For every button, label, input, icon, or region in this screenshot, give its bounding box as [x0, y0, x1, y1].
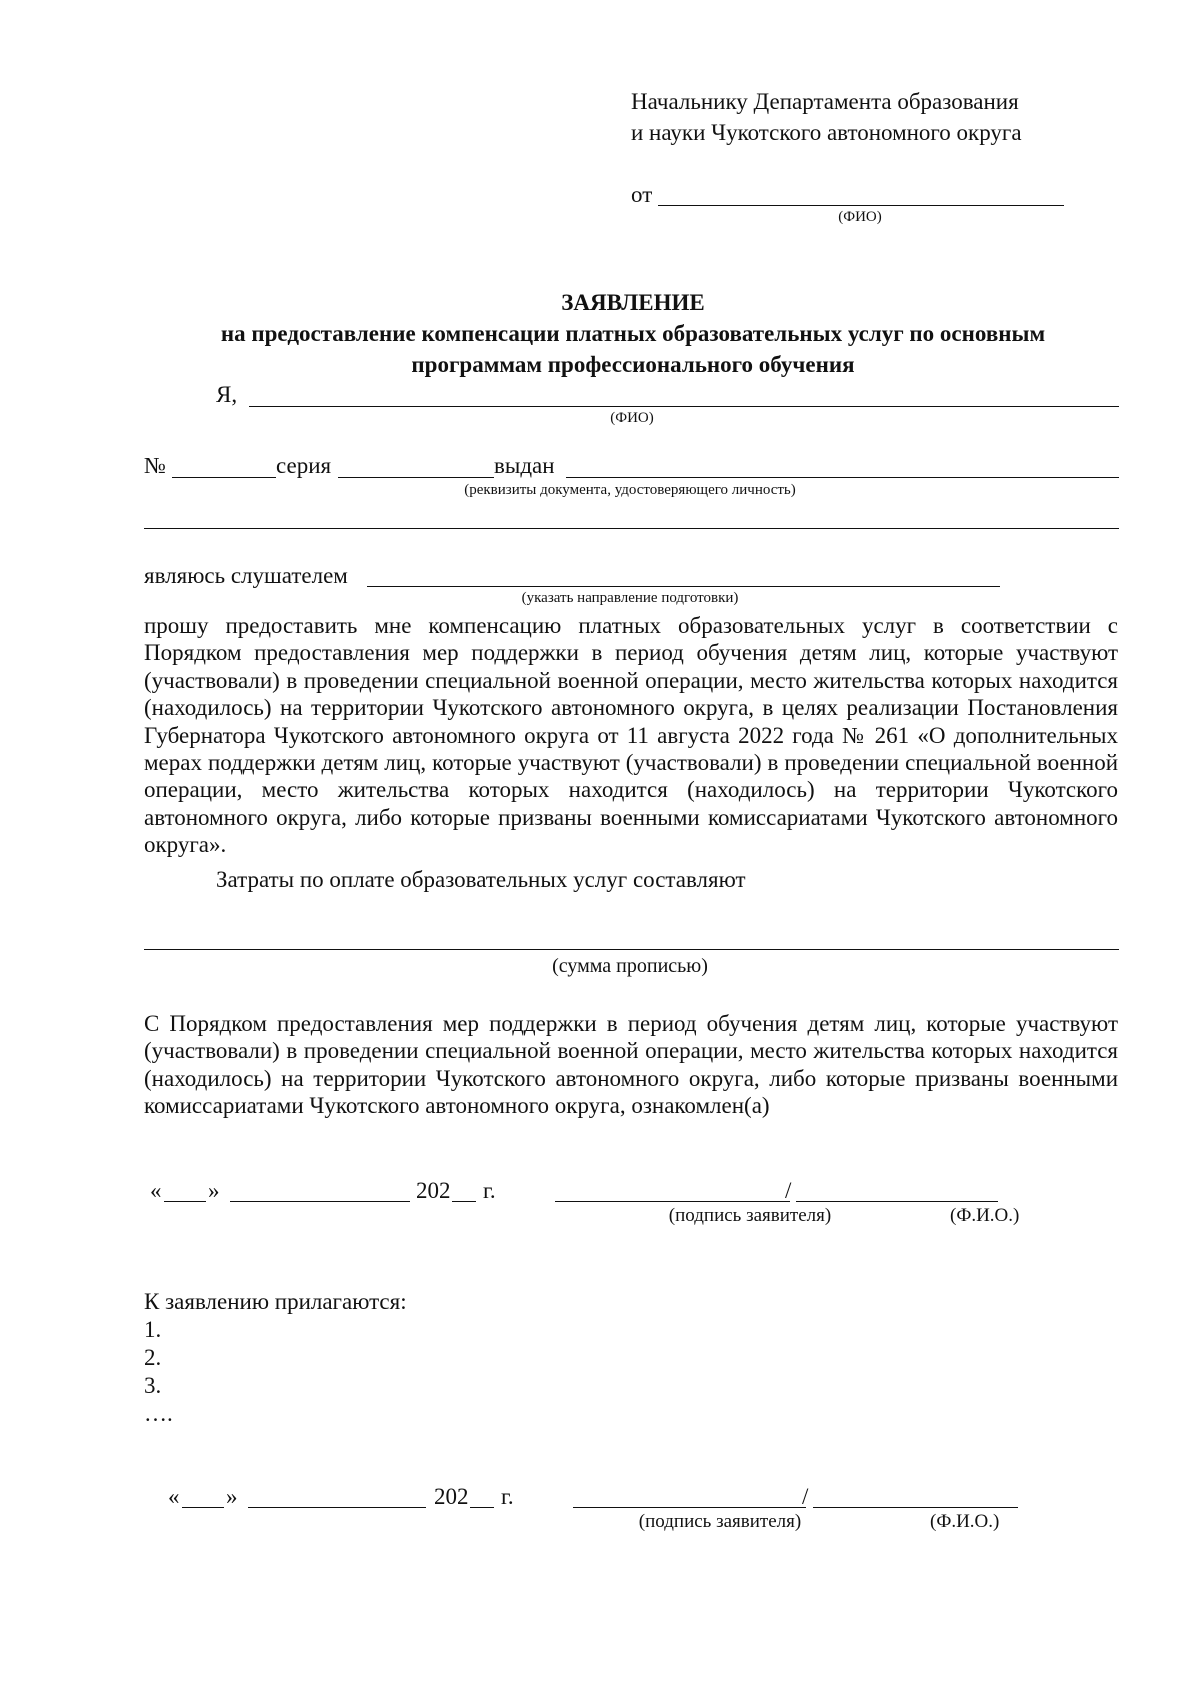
year-prefix: 202 [416, 1178, 451, 1203]
direction-hint: (указать направление подготовки) [521, 590, 739, 606]
from-fio-line[interactable] [658, 205, 1064, 206]
quote-close: » [208, 1178, 220, 1203]
attachments-label: К заявлению прилагаются: [144, 1289, 407, 1314]
slash: / [802, 1484, 809, 1509]
quote-open: « [168, 1484, 180, 1509]
document-title: ЗАЯВЛЕНИЕ [561, 290, 705, 315]
day-line[interactable] [182, 1507, 224, 1508]
signature-fio-line[interactable] [796, 1201, 998, 1202]
document-number-line[interactable] [172, 477, 276, 478]
student-label: являюсь слушателем [144, 563, 348, 588]
applicant-fio-line[interactable] [249, 406, 1119, 407]
direction-line[interactable] [367, 586, 1000, 587]
number-label: № [144, 453, 166, 478]
month-line[interactable] [248, 1507, 426, 1508]
document-issued-line[interactable] [566, 477, 1119, 478]
document-series-line[interactable] [338, 477, 494, 478]
document-subtitle-line-1: на предоставление компенсации платных образовательных услуг по основным [220, 321, 1046, 346]
issued-label: выдан [494, 453, 555, 478]
signature-line[interactable] [555, 1201, 790, 1202]
sum-hint: (сумма прописью) [552, 955, 708, 977]
sum-line[interactable] [144, 949, 1119, 950]
quote-open: « [150, 1178, 162, 1203]
year-suffix: г. [483, 1178, 496, 1203]
signature-fio-hint: (Ф.И.О.) [950, 1205, 1020, 1226]
i-label: Я, [216, 382, 238, 407]
slash: / [785, 1178, 792, 1203]
applicant-fio-hint: (ФИО) [610, 410, 654, 426]
request-paragraph: прошу предоставить мне компенсацию платных образовательных услуг в соответствии с Порядком предоставления мер поддержки в период обучения детям лиц, которые участвуют (участвовали) в проведении специальной военной операции, место жительства которых находится (находилось) на территории Чукотского автономного округа, в целях реализации Постановления Губернатора Чукотского автономного округа от 11 августа 2022 года № 261 «О дополнительных мерах поддержки детям лиц, которые участвуют (участвовали) в проведении специальной военной операции, место жительства которых находится (находилось) на территории Чукотского автономного округа, либо которые призваны военными комиссариатами Чукотского автономного округа». [144, 613, 1118, 858]
day-line[interactable] [164, 1201, 206, 1202]
year-line[interactable] [470, 1507, 494, 1508]
from-label: от [631, 182, 653, 207]
signature-fio-line[interactable] [813, 1507, 1018, 1508]
series-label: серия [276, 453, 332, 478]
year-suffix: г. [501, 1484, 514, 1509]
attachment-item: …. [144, 1401, 173, 1426]
addressee-line-2: и науки Чукотского автономного округа [631, 120, 1022, 145]
from-fio-hint: (ФИО) [838, 209, 882, 225]
document-extra-line[interactable] [144, 528, 1119, 529]
signature-hint: (подпись заявителя) [668, 1205, 832, 1226]
document-subtitle-line-2: программам профессионального обучения [411, 352, 855, 377]
signature-hint: (подпись заявителя) [638, 1511, 802, 1532]
year-prefix: 202 [434, 1484, 469, 1509]
month-line[interactable] [230, 1201, 410, 1202]
signature-fio-hint: (Ф.И.О.) [930, 1511, 1000, 1532]
quote-close: » [226, 1484, 238, 1509]
document-hint: (реквизиты документа, удостоверяющего личность) [464, 482, 796, 498]
acquaintance-paragraph: С Порядком предоставления мер поддержки в период обучения детям лиц, которые участвуют (участвовали) в проведении специальной военной операции, место жительства которых находится (находилось) на территории Чукотского автономного округа, либо которые призваны военными комиссариатами Чукотского автономного округа, ознакомлен(а) [144, 1011, 1118, 1119]
signature-line[interactable] [573, 1507, 806, 1508]
attachment-item: 2. [144, 1345, 162, 1370]
costs-label: Затраты по оплате образовательных услуг составляют [216, 867, 746, 892]
attachment-item: 1. [144, 1317, 162, 1342]
attachment-item: 3. [144, 1373, 162, 1398]
year-line[interactable] [452, 1201, 476, 1202]
addressee-line-1: Начальнику Департамента образования [631, 89, 1019, 114]
